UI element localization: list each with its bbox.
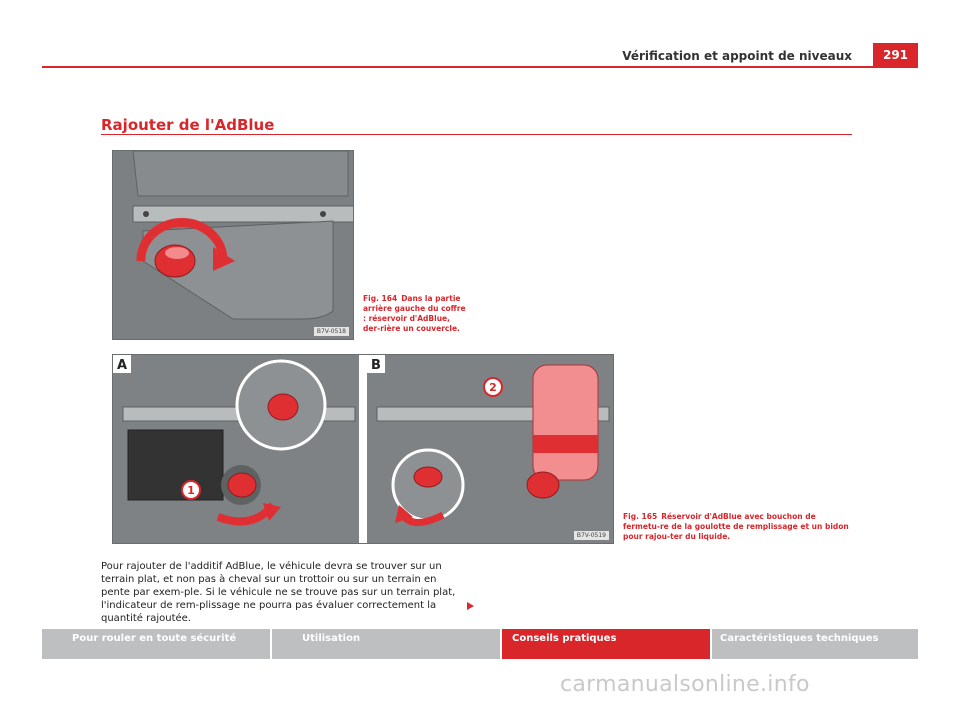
footer-tab-technical-specs[interactable]: Caractéristiques techniques bbox=[712, 629, 918, 659]
figure-165-callout-2: 2 bbox=[489, 381, 497, 394]
section-title: Rajouter de l'AdBlue bbox=[101, 116, 275, 134]
continue-arrow-icon bbox=[467, 602, 474, 610]
footer-tab-safety[interactable]: Pour rouler en toute sécurité bbox=[42, 629, 270, 659]
figure-165-panel-a: A bbox=[116, 358, 128, 373]
figure-165-panel-b: B bbox=[371, 358, 381, 373]
page-number: 291 bbox=[873, 43, 918, 67]
figure-165-code: B7V-0519 bbox=[574, 531, 609, 540]
footer-tab-usage[interactable]: Utilisation bbox=[272, 629, 500, 659]
figure-164-image bbox=[112, 150, 354, 340]
footer-nav bbox=[42, 629, 918, 659]
figure-164-caption bbox=[363, 294, 468, 334]
body-paragraph: Pour rajouter de l'additif AdBlue, le véhicule devra se trouver sur un terrain plat, et non pas à cheval sur un trottoir ou sur un terrain en pente par exem-ple. Si le véhicule ne se trouve pas sur un terrain plat, l'indicateur de rem-plissage ne pourra pas évaluer correctement la quantité rajoutée. bbox=[101, 561, 456, 624]
figure-164-caption-text: Dans la partie arrière gauche du coffre : réservoir d'AdBlue, der-rière un couvercle. bbox=[363, 294, 466, 333]
figure-164-code: B7V-0518 bbox=[314, 327, 349, 336]
figure-165-caption-text: Réservoir d'AdBlue avec bouchon de fermetu-re de la goulotte de remplissage et un bidon pour rajou-ter du liquide. bbox=[623, 512, 849, 541]
watermark: carmanualsonline.info bbox=[560, 672, 810, 697]
figure-165-callout-1: 1 bbox=[187, 484, 195, 497]
footer-tab-practical-tips[interactable]: Conseils pratiques bbox=[502, 629, 710, 659]
header-rule bbox=[42, 66, 918, 68]
figure-165-label: Fig. 165 bbox=[623, 512, 658, 521]
section-rule bbox=[101, 134, 852, 135]
figure-165-image bbox=[112, 354, 614, 544]
chapter-title: Vérification et appoint de niveaux bbox=[622, 49, 852, 63]
figure-165-caption bbox=[623, 512, 853, 542]
figure-164-label: Fig. 164 bbox=[363, 294, 398, 303]
